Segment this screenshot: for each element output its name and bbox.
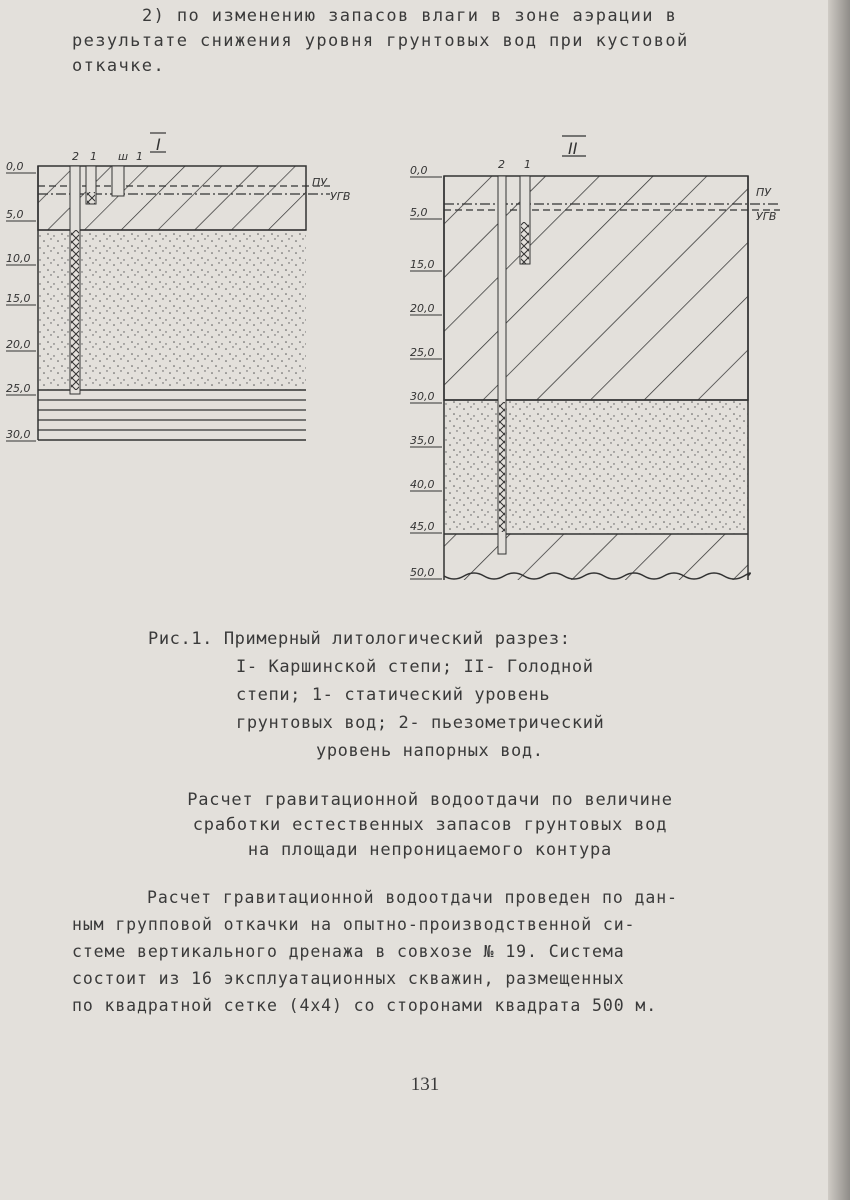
top-paragraph bbox=[72, 4, 792, 79]
heading-line: сработки естественных запасов грунтовых вод bbox=[192, 815, 668, 835]
caption-line: степи; 1- статический уровень bbox=[236, 685, 551, 705]
section-I-ugv-label: УГВ bbox=[330, 190, 351, 203]
body-line: стеме вертикального дренажа в совхозе № 19. Система bbox=[72, 942, 625, 961]
section-II-label-1: 1 bbox=[524, 158, 531, 171]
section-I-label-sh: ш bbox=[118, 150, 129, 163]
heading-line: на площади непроницаемого контура bbox=[247, 840, 613, 860]
section-I-depth-label: 30,0 bbox=[6, 428, 31, 441]
section-I-depth-label: 25,0 bbox=[6, 382, 31, 395]
section-heading bbox=[100, 788, 760, 863]
heading-line: Расчет гравитационной водоотдачи по величине bbox=[187, 790, 673, 810]
section-II-depth-label: 0,0 bbox=[410, 164, 428, 177]
top-paragraph-line: 2) по изменению запасов влаги в зоне аэрации в bbox=[142, 6, 678, 26]
section-I-label-1b: 1 bbox=[136, 150, 143, 163]
body-paragraph bbox=[72, 884, 792, 1019]
section-II-depth-label: 50,0 bbox=[410, 566, 435, 579]
section-I-depth-label: 0,0 bbox=[6, 160, 24, 173]
section-II-pu-label: ПУ bbox=[756, 186, 771, 199]
section-II-sand-layer bbox=[444, 400, 748, 534]
caption-line: уровень напорных вод. bbox=[316, 741, 544, 761]
section-II-title: II bbox=[568, 139, 578, 158]
section-II-depth-label: 20,0 bbox=[410, 302, 435, 315]
caption-line: грунтовых вод; 2- пьезометрический bbox=[236, 713, 605, 733]
page-number: 131 bbox=[410, 1074, 440, 1095]
body-line: состоит из 16 эксплуатационных скважин, размещенных bbox=[72, 969, 625, 988]
section-I-label-1: 1 bbox=[90, 150, 97, 163]
figure-caption bbox=[148, 625, 708, 765]
section-I-depth-label: 10,0 bbox=[6, 252, 31, 265]
section-I-well-sh bbox=[112, 166, 124, 196]
section-II-depth-label: 40,0 bbox=[410, 478, 435, 491]
section-II-depth-label: 15,0 bbox=[410, 258, 435, 271]
body-line: ным групповой откачки на опытно-производственной си- bbox=[72, 915, 636, 934]
section-II-depth-label: 35,0 bbox=[410, 434, 435, 447]
section-II-depth-label: 25,0 bbox=[410, 346, 435, 359]
section-II-ugv-label: УГВ bbox=[756, 210, 777, 223]
section-I-depth-label: 5,0 bbox=[6, 208, 24, 221]
section-II-depth-label: 30,0 bbox=[410, 390, 435, 403]
body-line: по квадратной сетке (4х4) со сторонами квадрата 500 м. bbox=[72, 996, 658, 1015]
section-II bbox=[410, 136, 780, 580]
top-paragraph-line: откачке. bbox=[72, 56, 166, 76]
section-I-depth-label: 15,0 bbox=[6, 292, 31, 305]
section-I-title: I bbox=[156, 135, 161, 154]
section-II-label-2: 2 bbox=[498, 158, 505, 171]
caption-line: Рис.1. Примерный литологический разрез: bbox=[148, 629, 571, 649]
section-I-label-2: 2 bbox=[72, 150, 79, 163]
top-paragraph-line: результате снижения уровня грунтовых вод при кустовой bbox=[72, 31, 689, 51]
section-I-pu-label: ПУ bbox=[312, 176, 327, 189]
section-I bbox=[6, 133, 350, 441]
caption-line: I- Каршинской степи; II- Голодной bbox=[236, 657, 594, 677]
section-I-clay-layer bbox=[38, 400, 306, 440]
section-II-depth-label: 45,0 bbox=[410, 520, 435, 533]
lithological-section-figure bbox=[0, 130, 850, 600]
section-I-depth-label: 20,0 bbox=[6, 338, 31, 351]
body-line: Расчет гравитационной водоотдачи проведен по дан- bbox=[147, 888, 678, 907]
section-II-depth-label: 5,0 bbox=[410, 206, 428, 219]
